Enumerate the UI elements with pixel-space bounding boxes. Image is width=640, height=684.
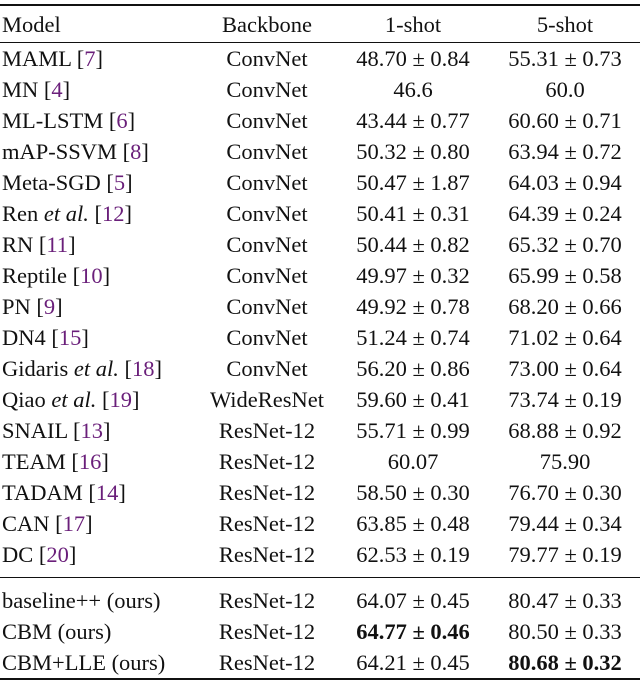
- five-shot-cell: 79.44 ± 0.34: [508, 511, 622, 536]
- model-cell: TADAM [14]: [2, 480, 126, 505]
- table-row: [0, 539, 640, 578]
- backbone-cell: ConvNet: [226, 77, 308, 102]
- model-name: MAML: [2, 46, 72, 71]
- one-shot-cell: 64.77 ± 0.46: [356, 619, 470, 644]
- citation-link: 8: [130, 139, 142, 164]
- five-shot-cell: 73.00 ± 0.64: [508, 356, 622, 381]
- citation-link: 18: [132, 356, 155, 381]
- citation-link: 9: [43, 294, 56, 319]
- citation-link: 10: [80, 263, 103, 288]
- backbone-cell: ResNet-12: [218, 418, 316, 443]
- one-shot-cell: 46.6: [393, 77, 433, 102]
- five-shot-cell: 68.88 ± 0.92: [508, 418, 622, 443]
- model-cell: baseline++ (ours): [2, 588, 161, 613]
- model-name: CAN: [2, 511, 50, 536]
- model-cell: CBM+LLE (ours): [2, 650, 166, 675]
- table-row: [0, 198, 640, 229]
- our-methods-body: [0, 578, 640, 680]
- table-row: [0, 415, 640, 446]
- table-row: [0, 74, 640, 105]
- table-row: [0, 647, 640, 679]
- five-shot-cell: 64.03 ± 0.94: [508, 170, 622, 195]
- model-cell: Qiao et al. [19]: [2, 387, 140, 412]
- five-shot-cell: 68.20 ± 0.66: [508, 294, 622, 319]
- et-al: et al.: [43, 201, 89, 226]
- five-shot-cell: 80.50 ± 0.33: [508, 619, 622, 644]
- table-row: [0, 43, 640, 75]
- prior-methods-body: [0, 43, 640, 578]
- model-name: TEAM: [2, 449, 66, 474]
- header-5-shot: 5-shot: [536, 11, 594, 37]
- backbone-cell: ResNet-12: [218, 588, 316, 613]
- five-shot-cell: 80.68 ± 0.32: [508, 650, 622, 675]
- five-shot-cell: 71.02 ± 0.64: [508, 325, 622, 350]
- et-al: et al.: [51, 387, 97, 412]
- model-cell: Reptile [10]: [2, 263, 111, 288]
- table-row: [0, 167, 640, 198]
- table-row: [0, 384, 640, 415]
- citation-link: 15: [58, 325, 82, 350]
- one-shot-cell: 64.07 ± 0.45: [356, 588, 470, 613]
- table-row: [0, 578, 640, 617]
- model-cell: MAML [7]: [2, 46, 104, 71]
- five-shot-cell: 60.0: [545, 77, 585, 102]
- five-shot-cell: 80.47 ± 0.33: [508, 588, 622, 613]
- model-name: Reptile: [2, 263, 67, 288]
- et-al: et al.: [73, 356, 119, 381]
- citation-link: 6: [116, 108, 128, 133]
- model-cell: mAP-SSVM [8]: [2, 139, 149, 164]
- table-row: [0, 446, 640, 477]
- table-row: [0, 477, 640, 508]
- citation-link: 11: [46, 232, 69, 257]
- citation-link: 16: [78, 449, 102, 474]
- header-backbone: Backbone: [222, 11, 312, 37]
- model-cell: TEAM [16]: [2, 449, 109, 474]
- model-name: Gidaris: [2, 356, 69, 381]
- model-cell: SNAIL [13]: [2, 418, 111, 443]
- backbone-cell: ResNet-12: [218, 480, 316, 505]
- results-table: [0, 4, 640, 680]
- model-name: ML-LSTM: [2, 108, 104, 133]
- table-row: [0, 353, 640, 384]
- five-shot-cell: 65.32 ± 0.70: [508, 232, 622, 257]
- citation-link: 13: [80, 418, 104, 443]
- backbone-cell: ResNet-12: [218, 650, 316, 675]
- model-cell: RN [11]: [2, 232, 76, 257]
- backbone-cell: ConvNet: [226, 263, 308, 288]
- model-name: PN: [2, 294, 31, 319]
- citation-link: 19: [109, 387, 132, 412]
- citation-link: 14: [95, 480, 119, 505]
- model-cell: CBM (ours): [2, 619, 112, 644]
- five-shot-cell: 60.60 ± 0.71: [508, 108, 622, 133]
- citation-link: 17: [62, 511, 86, 536]
- five-shot-cell: 79.77 ± 0.19: [508, 542, 622, 567]
- one-shot-cell: 49.97 ± 0.32: [356, 263, 470, 288]
- citation-link: 12: [102, 201, 125, 226]
- five-shot-cell: 73.74 ± 0.19: [508, 387, 622, 412]
- table-row: [0, 616, 640, 647]
- citation-link: 4: [51, 77, 63, 102]
- one-shot-cell: 49.92 ± 0.78: [356, 294, 470, 319]
- one-shot-cell: 60.07: [387, 449, 439, 474]
- one-shot-cell: 48.70 ± 0.84: [356, 46, 470, 71]
- citation-link: 5: [113, 170, 126, 195]
- one-shot-cell: 55.71 ± 0.99: [356, 418, 470, 443]
- backbone-cell: ResNet-12: [218, 511, 316, 536]
- model-name: MN: [2, 77, 39, 102]
- one-shot-cell: 63.85 ± 0.48: [356, 511, 470, 536]
- one-shot-cell: 43.44 ± 0.77: [356, 108, 470, 133]
- backbone-cell: ConvNet: [226, 46, 308, 71]
- one-shot-cell: 56.20 ± 0.86: [356, 356, 470, 381]
- one-shot-cell: 62.53 ± 0.19: [356, 542, 470, 567]
- model-name: DC: [2, 542, 34, 567]
- backbone-cell: ConvNet: [226, 325, 308, 350]
- one-shot-cell: 58.50 ± 0.30: [356, 480, 470, 505]
- backbone-cell: WideResNet: [209, 387, 325, 412]
- model-cell: CAN [17]: [2, 511, 93, 536]
- backbone-cell: ConvNet: [226, 139, 308, 164]
- model-cell: MN [4]: [2, 77, 71, 102]
- header-model: Model: [2, 11, 61, 37]
- backbone-cell: ConvNet: [226, 201, 308, 226]
- model-name: RN: [2, 232, 34, 257]
- backbone-cell: ResNet-12: [218, 542, 316, 567]
- table-row: [0, 291, 640, 322]
- one-shot-cell: 50.32 ± 0.80: [356, 139, 470, 164]
- one-shot-cell: 50.44 ± 0.82: [356, 232, 470, 257]
- model-cell: Ren et al. [12]: [2, 201, 132, 226]
- five-shot-cell: 63.94 ± 0.72: [508, 139, 622, 164]
- model-name: DN4: [2, 325, 46, 350]
- five-shot-cell: 65.99 ± 0.58: [508, 263, 622, 288]
- model-cell: Gidaris et al. [18]: [2, 356, 162, 381]
- citation-link: 20: [46, 542, 69, 567]
- model-name: Ren: [2, 201, 39, 226]
- model-name: SNAIL: [2, 418, 68, 443]
- model-cell: DN4 [15]: [2, 325, 89, 350]
- five-shot-cell: 75.90: [539, 449, 591, 474]
- model-name: Meta-SGD: [2, 170, 101, 195]
- backbone-cell: ConvNet: [226, 108, 308, 133]
- model-name: Qiao: [2, 387, 46, 412]
- table-row: [0, 508, 640, 539]
- one-shot-cell: 50.47 ± 1.87: [356, 170, 470, 195]
- backbone-cell: ConvNet: [226, 356, 308, 381]
- model-cell: PN [9]: [2, 294, 63, 319]
- table-header: [0, 5, 640, 43]
- model-cell: DC [20]: [2, 542, 77, 567]
- one-shot-cell: 51.24 ± 0.74: [356, 325, 470, 350]
- one-shot-cell: 59.60 ± 0.41: [356, 387, 470, 412]
- model-name: mAP-SSVM: [2, 139, 118, 164]
- one-shot-cell: 50.41 ± 0.31: [356, 201, 470, 226]
- backbone-cell: ResNet-12: [218, 449, 316, 474]
- backbone-cell: ResNet-12: [218, 619, 316, 644]
- table-row: [0, 136, 640, 167]
- citation-link: 7: [84, 46, 96, 71]
- model-cell: Meta-SGD [5]: [2, 170, 133, 195]
- table-row: [0, 322, 640, 353]
- model-cell: ML-LSTM [6]: [2, 108, 136, 133]
- model-name: TADAM: [2, 480, 83, 505]
- one-shot-cell: 64.21 ± 0.45: [356, 650, 470, 675]
- table-row: [0, 229, 640, 260]
- table-row: [0, 260, 640, 291]
- table-row: [0, 105, 640, 136]
- backbone-cell: ConvNet: [226, 294, 308, 319]
- backbone-cell: ConvNet: [226, 170, 308, 195]
- five-shot-cell: 55.31 ± 0.73: [508, 46, 622, 71]
- five-shot-cell: 76.70 ± 0.30: [508, 480, 622, 505]
- backbone-cell: ConvNet: [226, 232, 308, 257]
- five-shot-cell: 64.39 ± 0.24: [508, 201, 622, 226]
- header-1-shot: 1-shot: [384, 11, 442, 37]
